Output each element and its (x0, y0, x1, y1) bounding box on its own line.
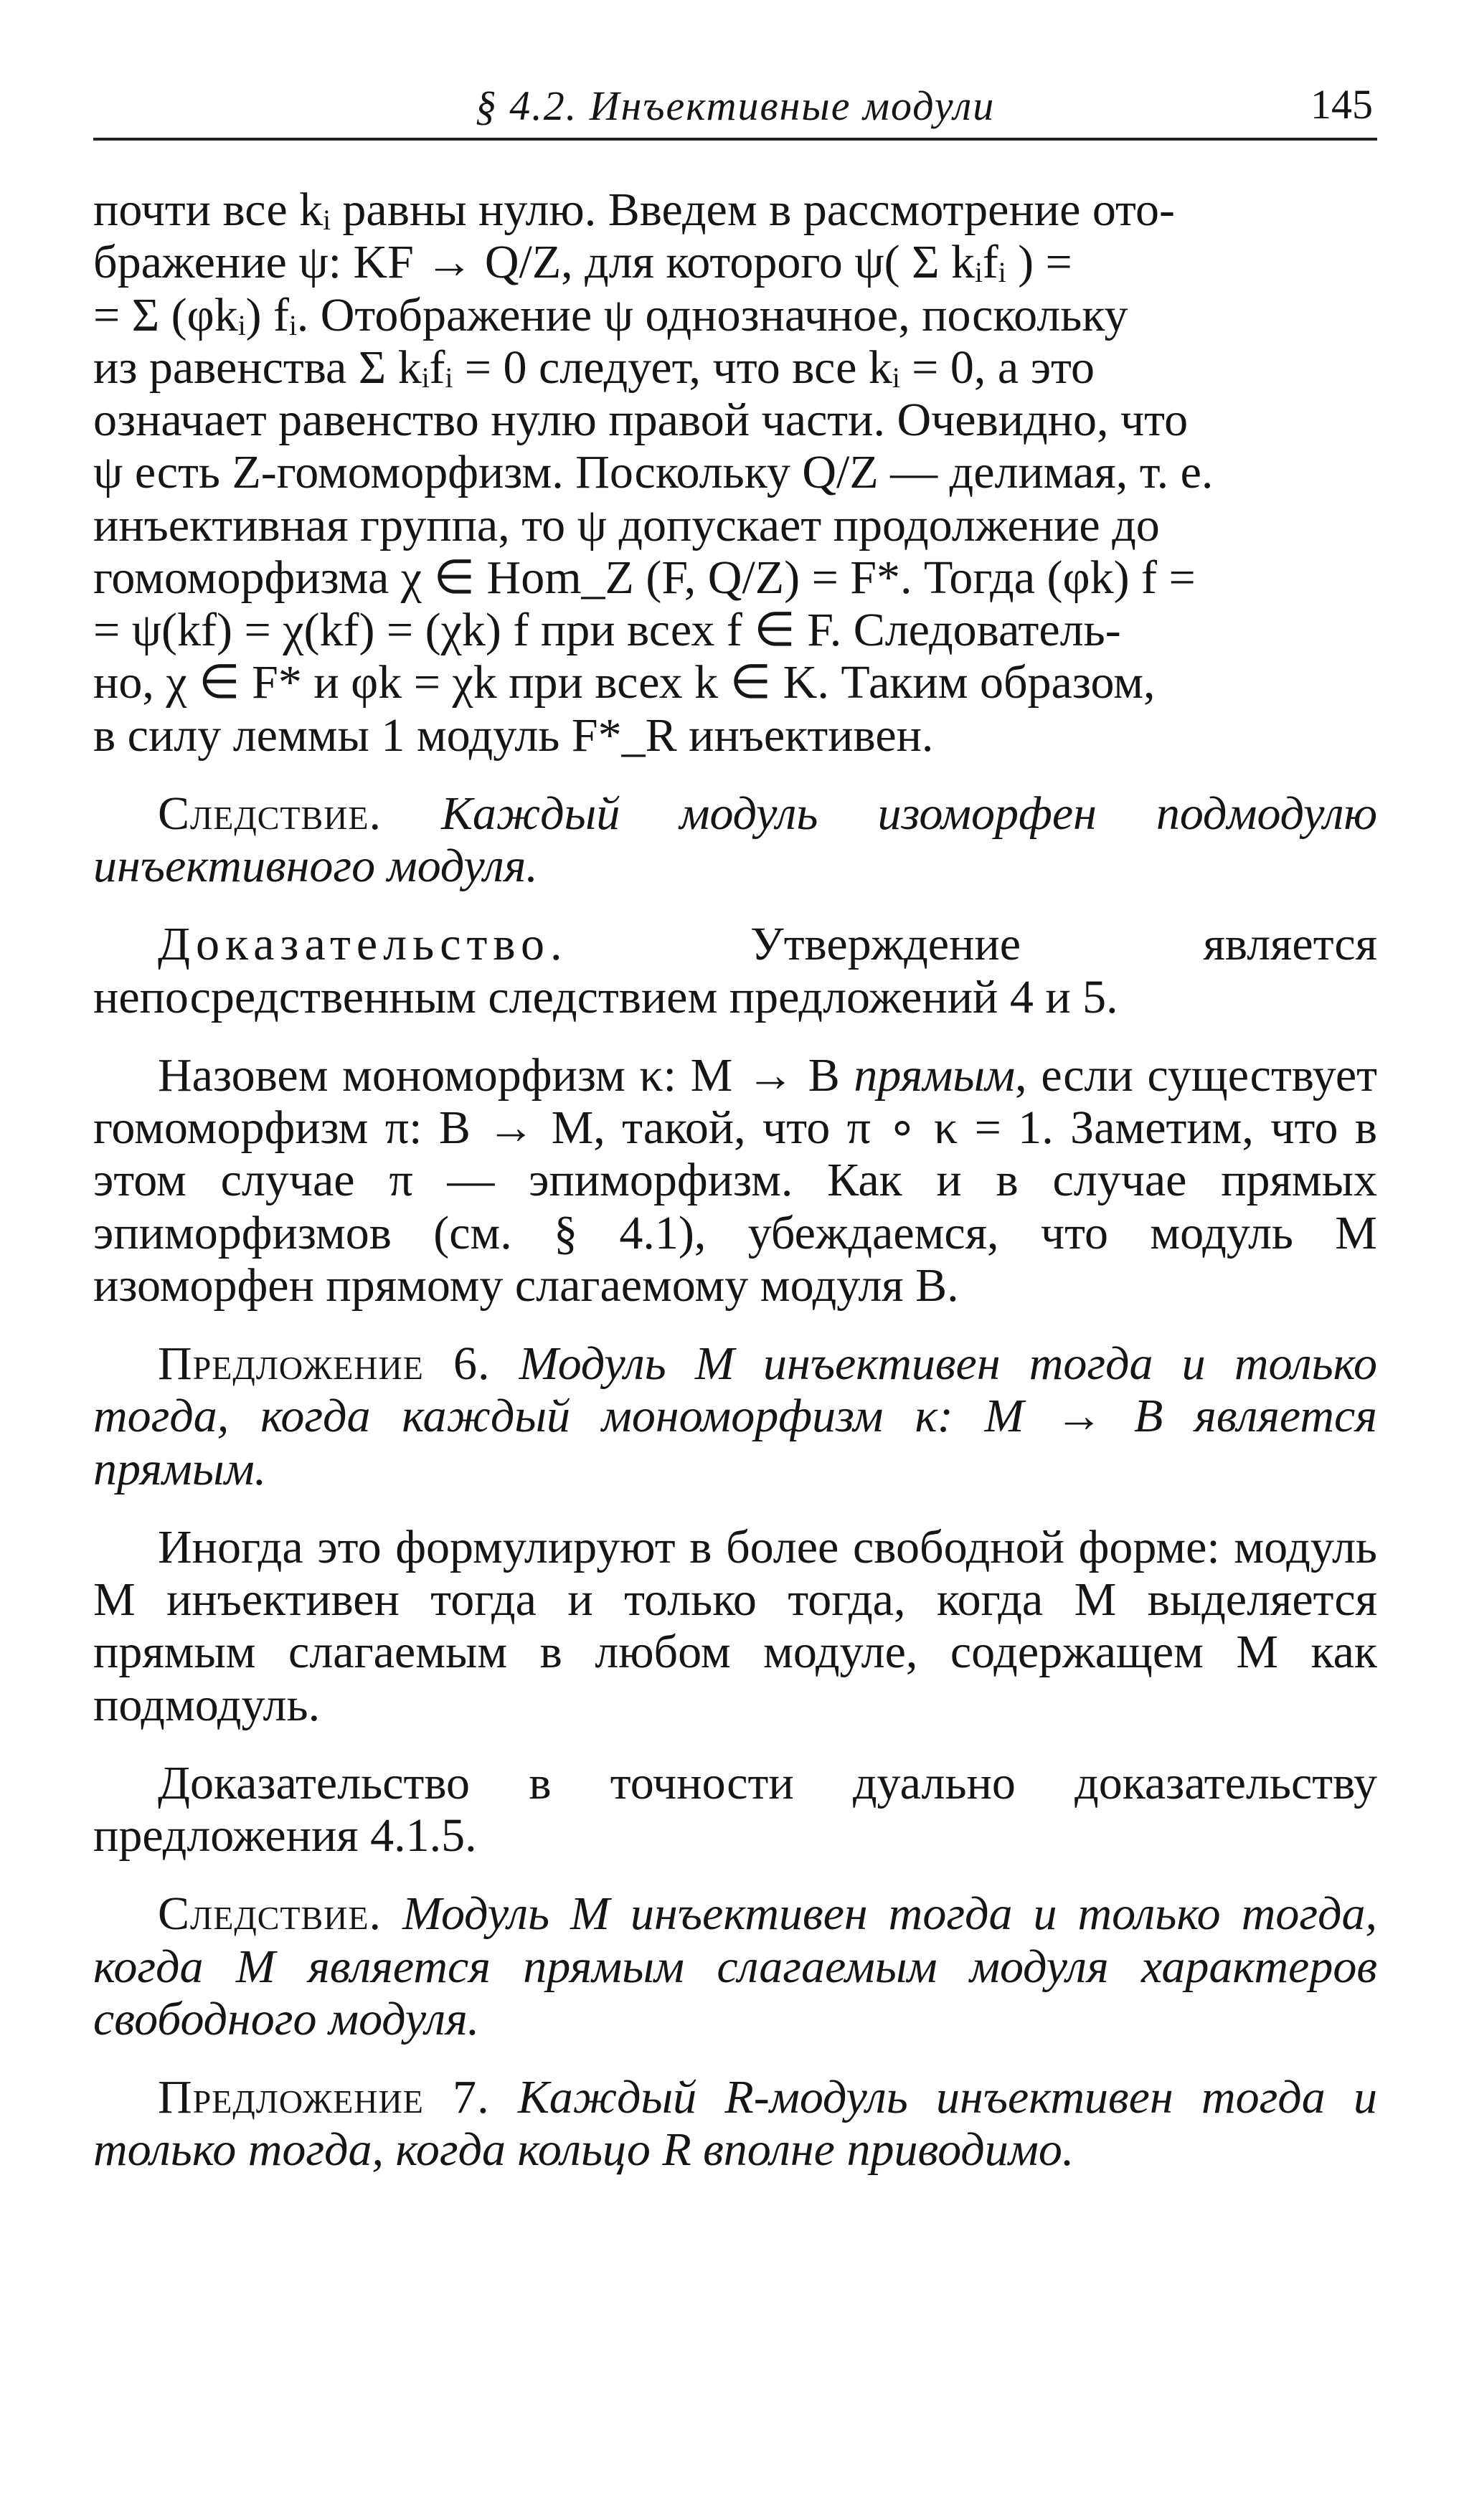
text-line: из равенства Σ kᵢfᵢ = 0 следует, что все kᵢ = 0, а это (93, 341, 1095, 394)
proposition-6 (93, 1337, 1377, 1495)
corollary-text: Каждый модуль изоморфен подмодулю инъективного модуля. (93, 787, 1378, 892)
corollary-1 (93, 787, 1377, 893)
proof-remark-text: Доказательство в точности дуально доказательству предложения 4.1.5. (93, 1756, 1377, 1862)
corollary-text: Модуль M инъективен тогда и только тогда, когда M является прямым слагаемым модуля характеров свободного модуля. (93, 1887, 1377, 2045)
page-body (93, 184, 1377, 2176)
text-line: гомоморфизма χ ∈ Hom_Z (F, Q/Z) = F*. Тогда (φk) f = (93, 551, 1196, 604)
page-number: 145 (1310, 81, 1373, 128)
text-line: в силу леммы 1 модуль F*_R инъективен. (93, 709, 934, 762)
running-header (93, 72, 1377, 141)
corollary-2 (93, 1887, 1377, 2045)
reformulation-text: Иногда это формулируют в более свободной форме: модуль M инъективен тогда и только тогда, когда M выделяется прямым слагаемым в любом модуле, содержащем M как подмодуль. (93, 1520, 1377, 1731)
text-line: бражение ψ: KF → Q/Z, для которого ψ( Σ kᵢfᵢ ) = (93, 236, 1072, 289)
definition-text-c: , если существует гомоморфизм π: B → M, такой, что π ∘ κ = 1. Заметим, что в этом случае π — эпиморфизм. Как и в случае прямых эпиморфизмов (см. § 4.1), убеждаемся, что модуль M изоморфен прямому слагаемому модуля B. (93, 1048, 1377, 1312)
text-line: = ψ(kf) = χ(kf) = (χk) f при всех f ∈ F. Следователь- (93, 604, 1121, 656)
proposition-7 (93, 2071, 1377, 2176)
text-line: почти все kᵢ равны нулю. Введем в рассмотрение ото- (93, 184, 1175, 236)
definition-text-a: Назовем мономорфизм κ: M → B (158, 1048, 854, 1102)
proof-label: Доказательство. (158, 918, 568, 971)
definition-term: прямым (854, 1048, 1016, 1102)
book-page (93, 72, 1377, 2467)
text-line: означает равенство нулю правой части. Очевидно, что (93, 394, 1189, 446)
proof-1 (93, 918, 1377, 1023)
text-line: инъективная группа, то ψ допускает продолжение до (93, 498, 1160, 551)
definition-paragraph (93, 1049, 1377, 1312)
proposition-text: Модуль M инъективен тогда и только тогда, когда каждый мономорфизм κ: M → B является прямым. (93, 1337, 1378, 1495)
corollary-label: Следствие. (158, 1887, 382, 1941)
proposition-label: Предложение 6. (158, 1337, 491, 1390)
text-line: но, χ ∈ F* и φk = χk при всех k ∈ K. Таким образом, (93, 656, 1156, 709)
reformulation-paragraph (93, 1521, 1377, 1731)
text-line: ψ есть Z-гомоморфизм. Поскольку Q/Z — делимая, т. е. (93, 446, 1214, 499)
proof-text: Утверждение является непосредственным следствием предложений 4 и 5. (93, 918, 1377, 1023)
section-title: § 4.2. Инъективные модули (475, 82, 996, 129)
paragraph-proof-continuation (93, 184, 1377, 762)
proposition-label: Предложение 7. (158, 2071, 490, 2123)
corollary-label: Следствие. (158, 787, 382, 840)
text-line: = Σ (φkᵢ) fᵢ. Отображение ψ однозначное, поскольку (93, 288, 1128, 341)
proposition-text: Каждый R-модуль инъективен тогда и только тогда, когда кольцо R вполне приводимо. (93, 2071, 1377, 2176)
proof-remark (93, 1757, 1377, 1862)
